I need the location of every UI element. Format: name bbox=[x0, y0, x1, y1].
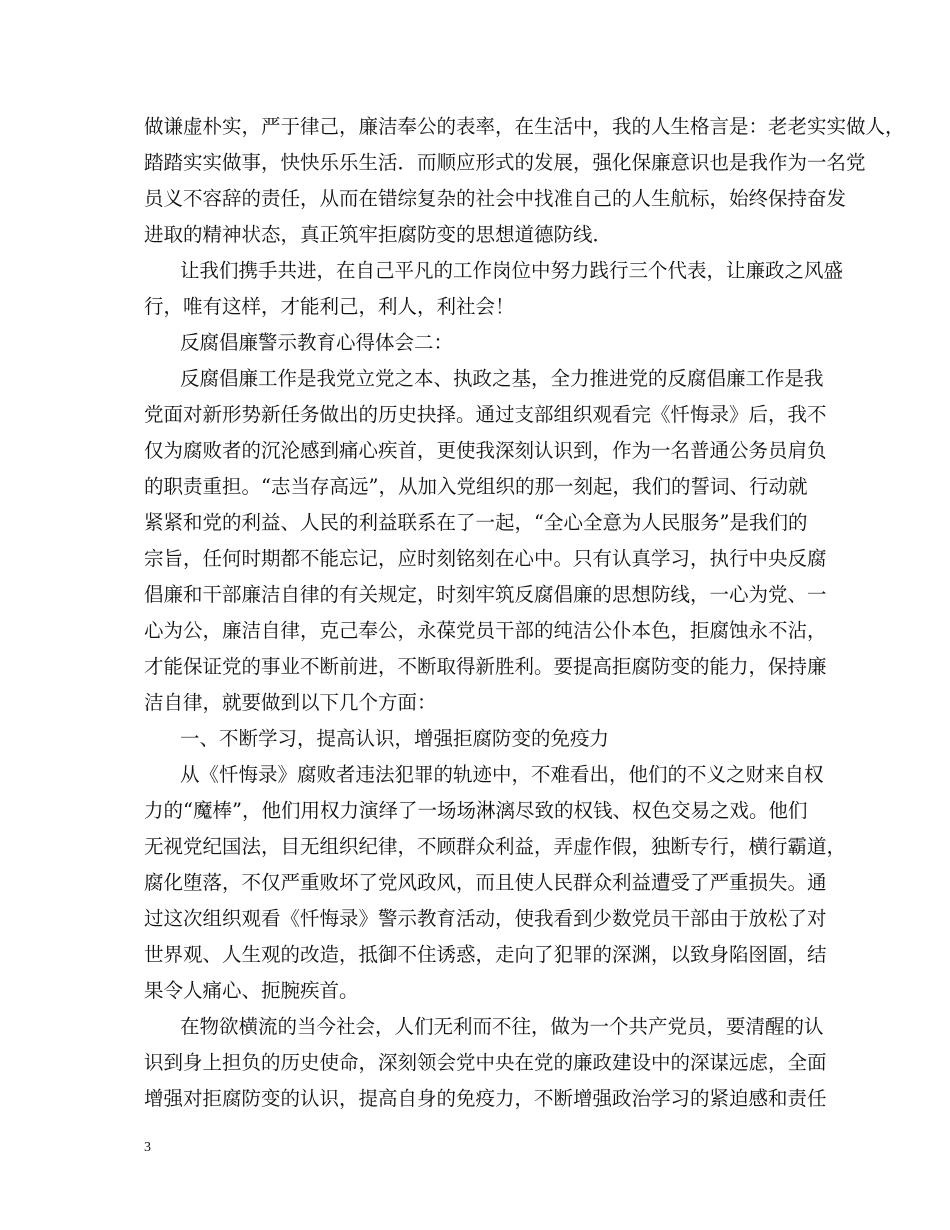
body-text-line: 腐化堕落，不仅严重败坏了党风政风，而且使人民群众利益遭受了严重损失。通 bbox=[144, 871, 827, 894]
body-text-line: 力的“魔棒”，他们用权力演绎了一场场淋漓尽致的权钱、权色交易之戏。他们 bbox=[144, 799, 808, 822]
body-text-line: 进取的精神状态，真正筑牢拒腐防变的思想道德防线． bbox=[144, 223, 613, 246]
body-text-line: 宗旨，任何时期都不能忘记，应时刻铭刻在心中。只有认真学习，执行中央反腐 bbox=[144, 547, 827, 570]
body-text-line: 从《忏悔录》腐败者违法犯罪的轨迹中，不难看出，他们的不义之财来自权 bbox=[180, 763, 824, 786]
body-text-line: 果令人痛心、扼腕疾首。 bbox=[144, 979, 359, 1002]
body-text-line: 倡廉和干部廉洁自律的有关规定，时刻牢筑反腐倡廉的思想防线，一心为党、一 bbox=[144, 583, 827, 606]
body-text-line: 过这次组织观看《忏悔录》警示教育活动，使我看到少数党员干部由于放松了对 bbox=[144, 907, 827, 930]
body-text-line: 党面对新形势新任务做出的历史抉择。通过支部组织观看完《忏悔录》后，我不 bbox=[144, 403, 827, 426]
page-number: 3 bbox=[144, 1140, 151, 1155]
body-text-line: 紧紧和党的利益、人民的利益联系在了一起，“全心全意为人民服务”是我们的 bbox=[144, 511, 808, 534]
body-text-line: 做谦虚朴实，严于律己，廉洁奉公的表率，在生活中，我的人生格言是：老老实实做人， bbox=[144, 115, 905, 138]
body-text-line: 世界观、人生观的改造，抵御不住诱惑，走向了犯罪的深渊，以致身陷囹圄，结 bbox=[144, 943, 827, 966]
body-text-line: 让我们携手共进，在自己平凡的工作岗位中努力践行三个代表，让廉政之风盛 bbox=[180, 259, 844, 282]
body-text-line: 无视党纪国法，目无组织纪律，不顾群众利益，弄虚作假，独断专行，横行霸道， bbox=[144, 835, 847, 858]
section-heading: 反腐倡廉警示教育心得体会二： bbox=[180, 331, 454, 354]
body-text-line: 的职责重担。“志当存高远”，从加入党组织的那一刻起，我们的誓词、行动就 bbox=[144, 475, 808, 498]
body-text-line: 洁自律，就要做到以下几个方面： bbox=[144, 691, 437, 714]
body-text-line: 识到身上担负的历史使命，深刻领会党中央在党的廉政建设中的深谋远虑，全面 bbox=[144, 1051, 827, 1074]
body-text-line: 才能保证党的事业不断前进，不断取得新胜利。要提高拒腐防变的能力，保持廉 bbox=[144, 655, 827, 678]
body-text-line: 增强对拒腐防变的认识，提高自身的免疫力，不断增强政治学习的紧迫感和责任 bbox=[144, 1087, 827, 1110]
body-text-line: 仅为腐败者的沉沦感到痛心疾首，更使我深刻认识到，作为一名普通公务员肩负 bbox=[144, 439, 827, 462]
body-text-line: 踏踏实实做事，快快乐乐生活．而顺应形式的发展，强化保廉意识也是我作为一名党 bbox=[144, 151, 866, 174]
subsection-heading: 一、不断学习，提高认识，增强拒腐防变的免疫力 bbox=[180, 727, 610, 750]
body-text-line: 心为公，廉洁自律，克己奉公，永葆党员干部的纯洁公仆本色，拒腐蚀永不沾， bbox=[144, 619, 827, 642]
body-text-line: 员义不容辞的责任，从而在错综复杂的社会中找准自己的人生航标，始终保持奋发 bbox=[144, 187, 847, 210]
body-text-line: 反腐倡廉工作是我党立党之本、执政之基，全力推进党的反腐倡廉工作是我 bbox=[180, 367, 824, 390]
body-text-line: 在物欲横流的当今社会，人们无利而不往，做为一个共产党员，要清醒的认 bbox=[180, 1015, 824, 1038]
body-text-line: 行，唯有这样，才能利己，利人，利社会！ bbox=[144, 295, 515, 318]
